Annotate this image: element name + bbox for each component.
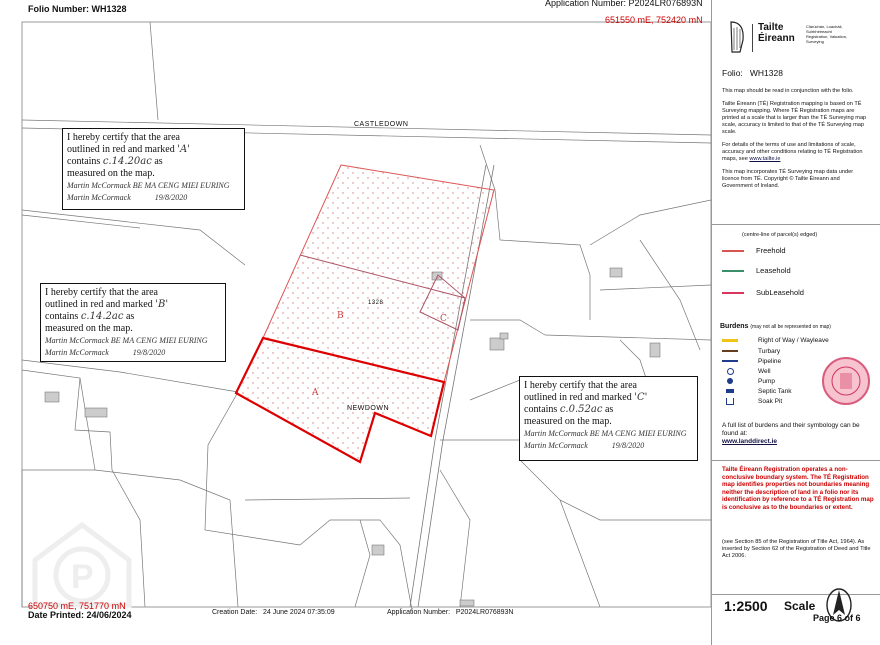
cert-b-signature: Martin McCormack 19/8/2020 (45, 348, 166, 357)
cert-b-line1: I hereby certify that the area (45, 287, 158, 298)
certificate-a (62, 128, 245, 210)
cert-b-line2: outlined in red and marked 'B' (45, 299, 169, 310)
legend-leasehold: Leasehold (722, 266, 791, 275)
burdens-heading: Burdens (may not all be represented on map) (720, 323, 831, 330)
cert-c-signature: Martin McCormack 19/8/2020 (524, 441, 645, 450)
top-coordinate: 651550 mE, 752420 mN (605, 15, 703, 25)
plot-c-label: C (440, 314, 448, 324)
certificate-b (40, 283, 226, 362)
office-stamp-icon (820, 355, 872, 407)
date-printed: Date Printed: 24/06/2024 (28, 610, 132, 620)
burdens-more: A full list of burdens and their symbology can be found at: www.landdirect.ie (722, 422, 860, 445)
map-scale: 1:2500 (724, 598, 768, 614)
cert-b-line4: measured on the map. (45, 323, 133, 334)
sidebar-folio: Folio: WH1328 (722, 68, 783, 78)
legend-caption: (centre-line of parcel(s) edged) (742, 232, 818, 238)
place-castledown: CASTLEDOWN (354, 121, 409, 128)
page-number: Page 6 of 6 (813, 613, 861, 623)
legend-subleasehold: SubLeasehold (722, 288, 804, 297)
sidebar-panel (711, 0, 880, 645)
burden-wayleave: Right of Way / Wayleave (722, 336, 829, 344)
application-number-header: Application Number: P2024LR076893N (545, 0, 703, 8)
logo-name: Tailte Éireann (758, 22, 795, 44)
certificate-c (519, 376, 698, 461)
cert-a-line3: contains c.14.20ac as (67, 156, 163, 167)
legend-freehold: Freehold (722, 246, 786, 255)
footer-application-number: Application Number: P2024LR076893N (387, 609, 514, 616)
cert-b-line3: contains c.14.2ac as (45, 311, 135, 322)
sidebar-notes: This map should be read in conjunction with the folio. Tailte Éireann (TÉ) Registration mapping is based on TÉ Surveying mapping. Where TÉ Registration maps are printed at a scale that is larger than the TÉ Surveying map scale, accuracy is limited to that of the TÉ Surveying map scale. For details of the terms of use and limitations of scale, accuracy and other conditions relating to TÉ Registration maps, see www.tailte.ie This map incorporates TÉ Surveying map data under licence from TÉ. Copyright © Tailte Éireann and Government of Ireland. (722, 88, 867, 189)
plot-b-label: B (337, 311, 345, 321)
cert-c-line4: measured on the map. (524, 416, 612, 427)
tailte-link[interactable]: www.tailte.ie (749, 156, 781, 162)
cert-c-signer: Martin McCormack BE MA CENG MIEI EURING (524, 429, 687, 438)
burden-soak-pit: Soak Pit (722, 397, 782, 405)
cert-a-line4: measured on the map. (67, 168, 155, 179)
creation-date: Creation Date: 24 June 2024 07:35:09 (212, 609, 335, 616)
non-conclusive-warning: Tailte Éireann Registration operates a non-conclusive boundary system. The TÉ Registration map identifies properties not boundaries meaning neither the description of land in a folio nor its identification by reference to a TÉ Registration map is conclusive as to the boundaries or extent. (722, 466, 874, 511)
folio-number-header: Folio Number: WH1328 (28, 4, 127, 14)
plot-a-label: A (312, 388, 319, 398)
burden-pipeline: Pipeline (722, 357, 781, 365)
logo-subtitle: Clárúchán, Luacháil, Suirbhéireacht Registration, Valuation, Surveying (806, 24, 848, 44)
folio-id-label: 1328 (368, 300, 384, 306)
cert-a-signature: Martin McCormack 19/8/2020 (67, 193, 188, 202)
burden-turbary: Turbary (722, 347, 780, 355)
harp-icon (728, 20, 746, 54)
warning-reference: (see Section 85 of the Registration of Title Act, 1964). As inserted by Section 62 of the Registration of Deed and Title Act 2006. (722, 539, 871, 559)
landdirect-link[interactable]: www.landdirect.ie (722, 438, 778, 445)
burden-pump: Pump (722, 377, 775, 385)
cert-a-signer: Martin McCormack BE MA CENG MIEI EURING (67, 181, 230, 190)
cert-a-line1: I hereby certify that the area (67, 132, 180, 143)
scale-label: Scale (784, 599, 816, 613)
cert-a-line2: outlined in red and marked 'A' (67, 144, 190, 155)
svg-text:P: P (71, 558, 94, 596)
cert-c-line1: I hereby certify that the area (524, 380, 637, 391)
cert-b-signer: Martin McCormack BE MA CENG MIEI EURING (45, 336, 208, 345)
place-newdown: NEWDOWN (347, 405, 389, 412)
cert-c-line3: contains c.0.52ac as (524, 404, 614, 415)
burden-septic-tank: Septic Tank (722, 387, 791, 395)
cert-c-line2: outlined in red and marked 'C' (524, 392, 648, 403)
burden-well: Well (722, 367, 771, 375)
bottom-coordinate: 650750 mE, 751770 mN (28, 601, 126, 611)
